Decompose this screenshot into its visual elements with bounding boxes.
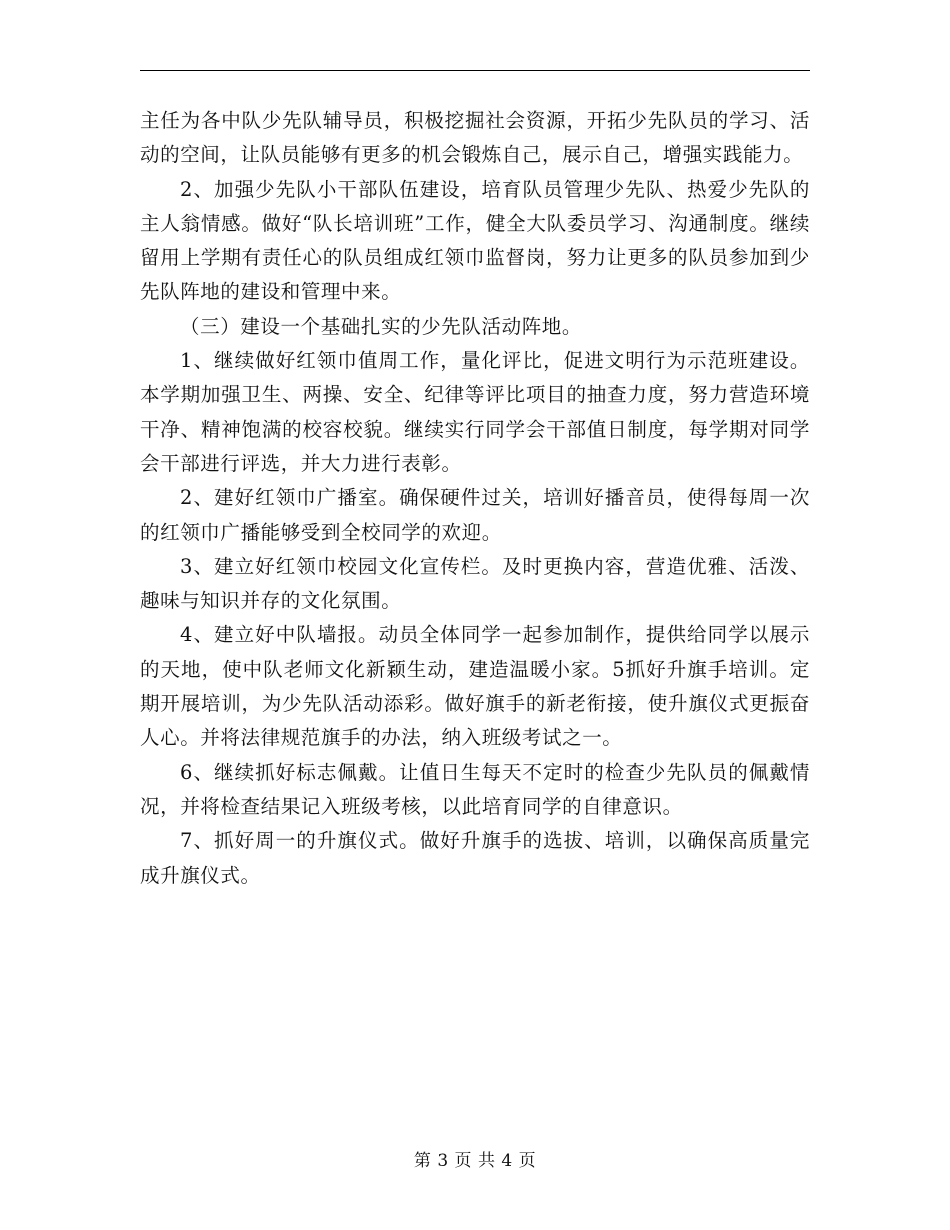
paragraph-item-2-broadcast: 2、建好红领巾广播室。确保硬件过关，培训好播音员，使得每周一次的红领巾广播能够受到全校同学的欢迎。 xyxy=(140,486,810,544)
paragraph-item-3-bulletin: 3、建立好红领巾校园文化宣传栏。及时更换内容，营造优雅、活泼、趣味与知识并存的文化氛围。 xyxy=(140,554,810,613)
paragraph-item-2-cadre-team: 2、加强少先队小干部队伍建设，培育队员管理少先队、热爱少先队的主人翁情感。做好“队长培训班”工作，健全大队委员学习、沟通制度。继续留用上学期有责任心的队员组成红领巾监督岗，努力让更多的队员参加到少先队阵地的建设和管理中来。 xyxy=(140,177,810,304)
paragraph-item-7-flag-raising: 7、抓好周一的升旗仪式。做好升旗手的选拔、培训，以确保高质量完成升旗仪式。 xyxy=(140,829,810,887)
paragraph-item-1-duty-week: 1、继续做好红领巾值周工作，量化评比，促进文明行为示范班建设。本学期加强卫生、两操、安全、纪律等评比项目的抽查力度，努力营造环境干净、精神饱满的校容校貌。继续实行同学会干部值日制度，每学期对同学会干部进行评选，并大力进行表彰。 xyxy=(140,349,810,475)
paragraph-continuation: 主任为各中队少先队辅导员，积极挖掘社会资源，开拓少先队员的学习、活动的空间，让队员能够有更多的机会锻炼自己，展示自己，增强实践能力。 xyxy=(140,109,810,167)
paragraph-item-6-badge: 6、继续抓好标志佩戴。让值日生每天不定时的检查少先队员的佩戴情况，并将检查结果记入班级考核，以此培育同学的自律意识。 xyxy=(140,760,810,818)
page-number-footer: 第 3 页 共 4 页 xyxy=(413,1151,537,1171)
paragraph-item-4-wall-newspaper: 4、建立好中队墙报。动员全体同学一起参加制作，提供给同学以展示的天地，使中队老师文化新颖生动，建造温暖小家。5抓好升旗手培训。定期开展培训，为少先队活动添彩。做好旗手的新老衔接，使升旗仪式更振奋人心。并将法律规范旗手的办法，纳入班级考试之一。 xyxy=(140,623,810,750)
section-heading-3: （三）建设一个基础扎实的少先队活动阵地。 xyxy=(180,314,583,338)
header-rule xyxy=(140,70,810,71)
document-body xyxy=(140,104,810,893)
